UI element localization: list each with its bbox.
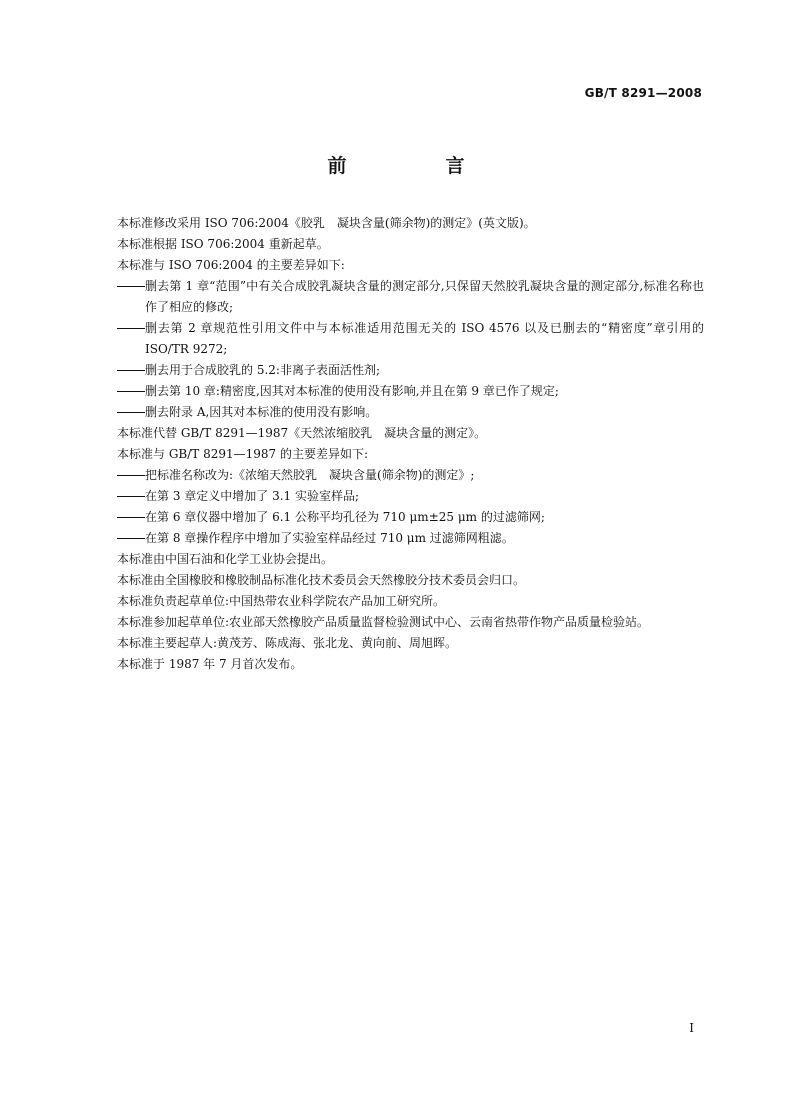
list-item-text: 删去第 1 章“范围”中有关合成胶乳凝块含量的测定部分,只保留天然胶乳凝块含量的测定部分,标准名称也作了相应的修改; bbox=[145, 279, 704, 314]
dash-bullet bbox=[117, 412, 145, 414]
page-title: 前 言 bbox=[327, 155, 505, 177]
page-number: I bbox=[689, 1021, 694, 1035]
dash-bullet bbox=[117, 538, 145, 540]
paragraph: 本标准根据 ISO 706:2004 重新起草。 bbox=[117, 237, 329, 251]
paragraph: 本标准与 GB/T 8291—1987 的主要差异如下: bbox=[117, 447, 369, 461]
list-item bbox=[117, 465, 704, 486]
foreword-body bbox=[90, 213, 704, 675]
paragraph: 本标准负责起草单位:中国热带农业科学院农产品加工研究所。 bbox=[117, 594, 446, 608]
list-item-text: 删去第 2 章规范性引用文件中与本标准适用范围无关的 ISO 4576 以及已删去的“精密度”章引用的 ISO/TR 9272; bbox=[145, 321, 704, 356]
paragraph: 本标准与 ISO 706:2004 的主要差异如下: bbox=[117, 258, 345, 272]
dash-bullet bbox=[117, 475, 145, 477]
list-item bbox=[117, 528, 704, 549]
list-item-text: 在第 8 章操作程序中增加了实验室样品经过 710 μm 过滤筛网粗滤。 bbox=[145, 531, 514, 545]
list-item-text: 在第 6 章仪器中增加了 6.1 公称平均孔径为 710 μm±25 μm 的过滤筛网; bbox=[145, 510, 545, 524]
list-item-text: 在第 3 章定义中增加了 3.1 实验室样品; bbox=[145, 489, 360, 503]
list-item-text: 删去第 10 章:精密度,因其对本标准的使用没有影响,并且在第 9 章已作了规定; bbox=[145, 384, 559, 398]
dash-bullet bbox=[117, 328, 145, 330]
list-item bbox=[117, 402, 704, 423]
standard-code: GB/T 8291—2008 bbox=[584, 86, 702, 100]
paragraph: 本标准由中国石油和化学工业协会提出。 bbox=[117, 552, 334, 566]
list-item bbox=[117, 507, 704, 528]
dash-bullet bbox=[117, 286, 145, 288]
list-item bbox=[117, 486, 704, 507]
dash-bullet bbox=[117, 370, 145, 372]
list-item-text: 删去附录 A,因其对本标准的使用没有影响。 bbox=[145, 405, 378, 419]
paragraph: 本标准修改采用 ISO 706:2004《胶乳 凝块含量(筛余物)的测定》(英文版)。 bbox=[117, 216, 536, 230]
list-item bbox=[117, 381, 704, 402]
paragraph: 本标准参加起草单位:农业部天然橡胶产品质量监督检验测试中心、云南省热带作物产品质量检验站。 bbox=[117, 615, 650, 629]
paragraph: 本标准于 1987 年 7 月首次发布。 bbox=[117, 657, 303, 671]
dash-bullet bbox=[117, 391, 145, 393]
paragraph: 本标准由全国橡胶和橡胶制品标准化技术委员会天然橡胶分技术委员会归口。 bbox=[117, 573, 526, 587]
list-item bbox=[117, 318, 704, 360]
list-item bbox=[117, 360, 704, 381]
list-item bbox=[117, 276, 704, 318]
dash-bullet bbox=[117, 496, 145, 498]
list-item-text: 把标准名称改为:《浓缩天然胶乳 凝块含量(筛余物)的测定》; bbox=[145, 468, 475, 482]
dash-bullet bbox=[117, 517, 145, 519]
paragraph: 本标准主要起草人:黄茂芳、陈成海、张北龙、黄向前、周旭晖。 bbox=[117, 636, 458, 650]
list-item-text: 删去用于合成胶乳的 5.2:非离子表面活性剂; bbox=[145, 363, 380, 377]
paragraph: 本标准代替 GB/T 8291—1987《天然浓缩胶乳 凝块含量的测定》。 bbox=[117, 426, 487, 440]
